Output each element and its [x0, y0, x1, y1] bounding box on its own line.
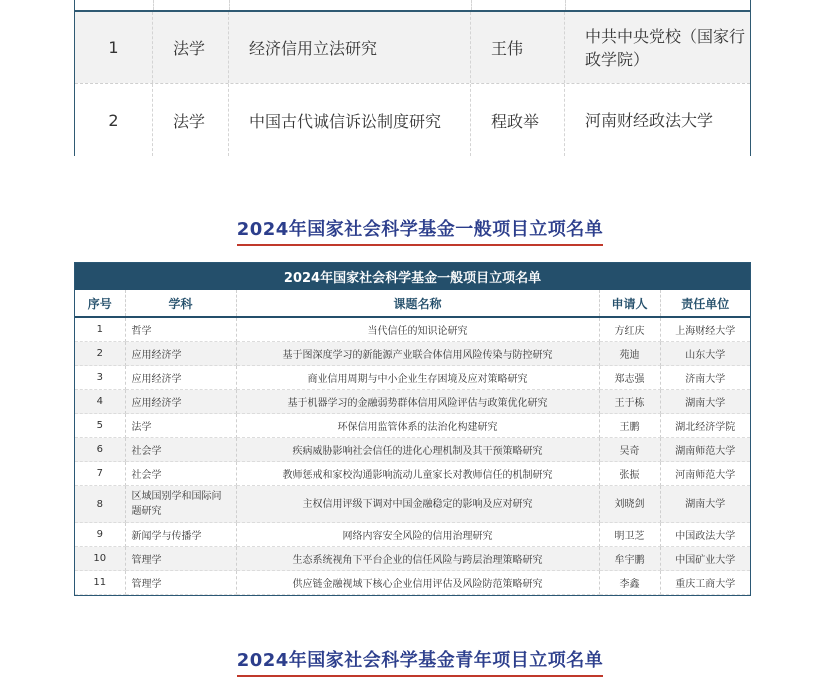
column-divider	[229, 0, 230, 10]
row-number: 8	[75, 486, 125, 523]
section-heading-text: 2024年国家社会科学基金一般项目立项名单	[237, 215, 604, 246]
row-title: 主权信用评级下调对中国金融稳定的影响及应对研究	[236, 486, 599, 523]
row-title: 环保信用监管体系的法治化构建研究	[236, 414, 599, 438]
previous-project-table	[74, 0, 751, 156]
row-title: 基于图深度学习的新能源产业联合体信用风险传染与防控研究	[236, 342, 599, 366]
table-header-row	[75, 290, 750, 317]
table-row	[75, 547, 750, 571]
row-unit: 中国矿业大学	[660, 547, 750, 571]
row-unit: 中共中央党校（国家行政学院）	[585, 26, 746, 69]
row-unit: 湖南大学	[660, 390, 750, 414]
row-title: 商业信用周期与中小企业生存困境及应对策略研究	[236, 366, 599, 390]
row-number: 2	[75, 342, 125, 366]
table-row	[75, 83, 750, 156]
table-row	[75, 12, 750, 83]
row-number: 1	[75, 317, 125, 342]
row-unit: 中国政法大学	[660, 523, 750, 547]
header-no: 序号	[75, 290, 125, 317]
row-title: 当代信任的知识论研究	[236, 317, 599, 342]
row-subject: 哲学	[125, 317, 236, 342]
row-number: 5	[75, 414, 125, 438]
row-applicant: 方红庆	[599, 317, 660, 342]
row-applicant: 张振	[599, 462, 660, 486]
row-number: 6	[75, 438, 125, 462]
row-applicant: 刘晓剑	[599, 486, 660, 523]
row-number: 4	[75, 390, 125, 414]
row-applicant: 王于栋	[599, 390, 660, 414]
row-applicant: 王伟	[471, 12, 565, 83]
row-number: 11	[75, 571, 125, 595]
row-unit: 济南大学	[660, 366, 750, 390]
row-applicant: 牟宇鹏	[599, 547, 660, 571]
row-number: 10	[75, 547, 125, 571]
header-applicant: 申请人	[599, 290, 660, 317]
table-row	[75, 342, 750, 366]
table-row	[75, 462, 750, 486]
row-unit: 湖北经济学院	[660, 414, 750, 438]
table-row	[75, 571, 750, 595]
row-subject: 法学	[153, 12, 229, 83]
row-subject: 新闻学与传播学	[125, 523, 236, 547]
row-subject: 管理学	[125, 547, 236, 571]
row-title: 疾病威胁影响社会信任的进化心理机制及其干预策略研究	[236, 438, 599, 462]
row-subject: 应用经济学	[125, 342, 236, 366]
table-row	[75, 486, 750, 523]
row-subject: 应用经济学	[125, 366, 236, 390]
project-list	[75, 290, 750, 595]
row-subject: 社会学	[125, 438, 236, 462]
row-subject: 法学	[153, 84, 229, 156]
row-unit: 上海财经大学	[660, 317, 750, 342]
row-title: 教师惩戒和家校沟通影响流动儿童家长对教师信任的机制研究	[236, 462, 599, 486]
row-unit: 湖南大学	[660, 486, 750, 523]
header-unit: 责任单位	[660, 290, 750, 317]
header-title: 课题名称	[236, 290, 599, 317]
row-subject: 法学	[125, 414, 236, 438]
row-applicant: 王鹏	[599, 414, 660, 438]
column-divider	[565, 0, 566, 10]
row-unit: 河南师范大学	[660, 462, 750, 486]
row-applicant: 苑迪	[599, 342, 660, 366]
table-row	[75, 317, 750, 342]
column-divider	[153, 0, 154, 10]
row-applicant: 郑志强	[599, 366, 660, 390]
row-applicant: 吴奇	[599, 438, 660, 462]
row-title: 经济信用立法研究	[229, 12, 471, 83]
general-project-table	[74, 262, 751, 596]
row-title: 中国古代诚信诉讼制度研究	[229, 84, 471, 156]
row-applicant: 李鑫	[599, 571, 660, 595]
row-unit: 山东大学	[660, 342, 750, 366]
row-number: 7	[75, 462, 125, 486]
row-applicant: 程政举	[471, 84, 565, 156]
section-heading-text: 2024年国家社会科学基金青年项目立项名单	[237, 646, 604, 677]
table-row	[75, 438, 750, 462]
row-subject: 社会学	[125, 462, 236, 486]
header-subject: 学科	[125, 290, 236, 317]
row-subject: 应用经济学	[125, 390, 236, 414]
row-number: 2	[75, 84, 153, 156]
row-unit: 重庆工商大学	[660, 571, 750, 595]
section-heading-youth	[0, 646, 840, 677]
table-row	[75, 414, 750, 438]
row-unit: 湖南师范大学	[660, 438, 750, 462]
row-title: 基于机器学习的金融弱势群体信用风险评估与政策优化研究	[236, 390, 599, 414]
row-title: 生态系统视角下平台企业的信任风险与跨层治理策略研究	[236, 547, 599, 571]
row-number: 9	[75, 523, 125, 547]
row-subject: 管理学	[125, 571, 236, 595]
row-number: 3	[75, 366, 125, 390]
section-heading-general	[0, 215, 840, 246]
row-title: 供应链金融视域下核心企业信用评估及风险防范策略研究	[236, 571, 599, 595]
table-caption: 2024年国家社会科学基金一般项目立项名单	[75, 263, 750, 290]
table-row	[75, 390, 750, 414]
table-row	[75, 366, 750, 390]
row-number: 1	[75, 12, 153, 83]
column-divider	[471, 0, 472, 10]
row-applicant: 明卫芝	[599, 523, 660, 547]
table-row	[75, 523, 750, 547]
row-subject: 区域国别学和国际问题研究	[125, 486, 236, 523]
row-title: 网络内容安全风险的信用治理研究	[236, 523, 599, 547]
row-unit: 河南财经政法大学	[585, 110, 714, 130]
